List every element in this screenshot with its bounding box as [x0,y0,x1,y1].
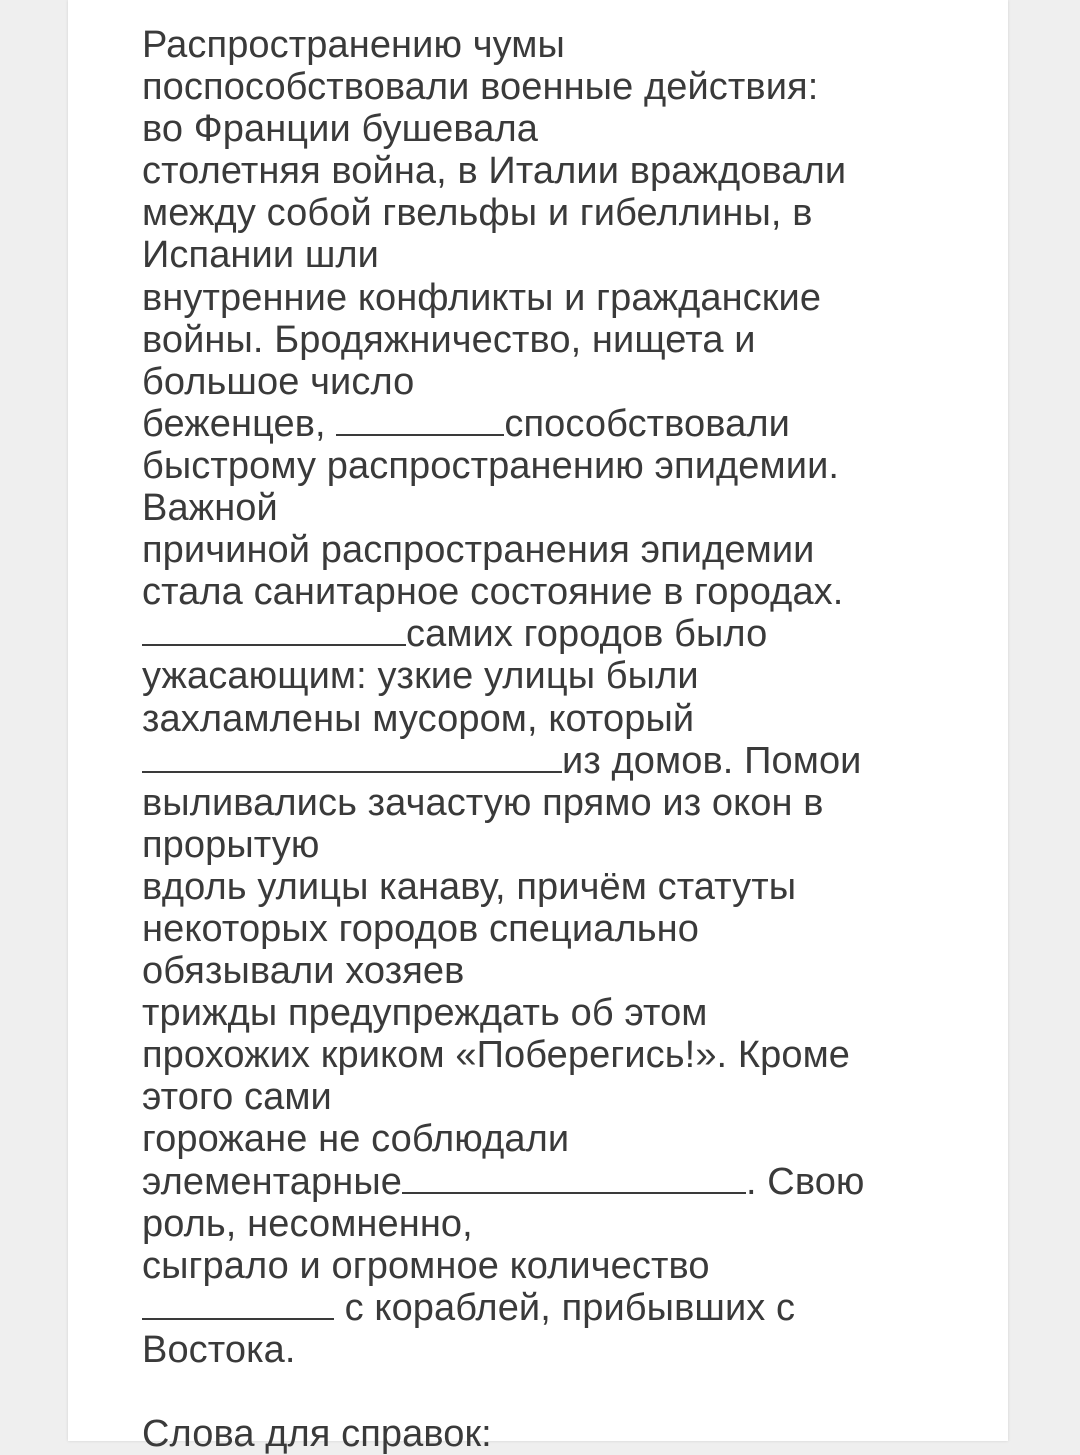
text-line: горожане не соблюдали [142,1118,570,1161]
text-line: вдоль улицы канаву, причём статуты [142,865,797,908]
fill-in-blank [402,1162,746,1194]
text-line: большое число [142,360,415,403]
document-text [142,24,1002,1455]
text-line: обязывали хозяев [142,950,465,993]
text-line [142,740,1002,782]
text-fragment: . Свою [745,1160,865,1203]
text-fragment: из домов. Помои [562,739,862,782]
text-line: внутренние конфликты и гражданские [142,276,822,319]
text-line: причиной распространения эпидемии [142,529,815,572]
text-line [142,1287,1002,1329]
text-line: захламлены мусором, который [142,697,695,740]
text-line: некоторых городов специально [142,907,699,950]
text-line: поспособствовали военные действия: [142,66,819,109]
text-line: между собой гвельфы и гибеллины, в [142,192,813,235]
text-fragment: с кораблей, прибывших с [334,1286,796,1329]
spacer [142,1371,1002,1413]
text-line: ужасающим: узкие улицы были [142,655,699,698]
text-fragment: беженцев, [142,402,337,445]
reference-words-heading: Слова для справок: [142,1413,492,1455]
text-line [142,613,1002,655]
text-fragment: способствовали [504,402,790,445]
text-line: прохожих криком «Поберегись!». Кроме [142,1034,851,1077]
fill-in-blank [142,741,562,773]
text-line: Распространению чумы [142,24,565,66]
text-fragment: самих городов было [406,613,768,656]
text-line: трижды предупреждать об этом [142,992,708,1035]
text-line [142,403,1002,445]
text-line: Важной [142,487,278,530]
text-line: во Франции бушевала [142,108,539,151]
text-line [142,1161,1002,1203]
text-line: Испании шли [142,234,380,277]
text-fragment: элементарные [142,1160,402,1203]
text-line: столетняя война, в Италии враждовали [142,150,847,193]
text-line: стала санитарное состояние в городах. [142,571,844,614]
document-page [68,0,1008,1455]
text-line: быстрому распространению эпидемии. [142,444,840,487]
fill-in-blank [336,404,504,436]
fill-in-blank [142,614,406,646]
text-line: Востока. [142,1328,296,1371]
fill-in-blank [142,1288,334,1320]
text-line: этого сами [142,1076,332,1119]
text-line: войны. Бродяжничество, нищета и [142,318,756,361]
text-line: прорытую [142,823,320,866]
text-line: сыграло и огромное количество [142,1244,710,1287]
text-line: роль, несомненно, [142,1202,473,1245]
text-line: выливались зачастую прямо из окон в [142,781,824,824]
